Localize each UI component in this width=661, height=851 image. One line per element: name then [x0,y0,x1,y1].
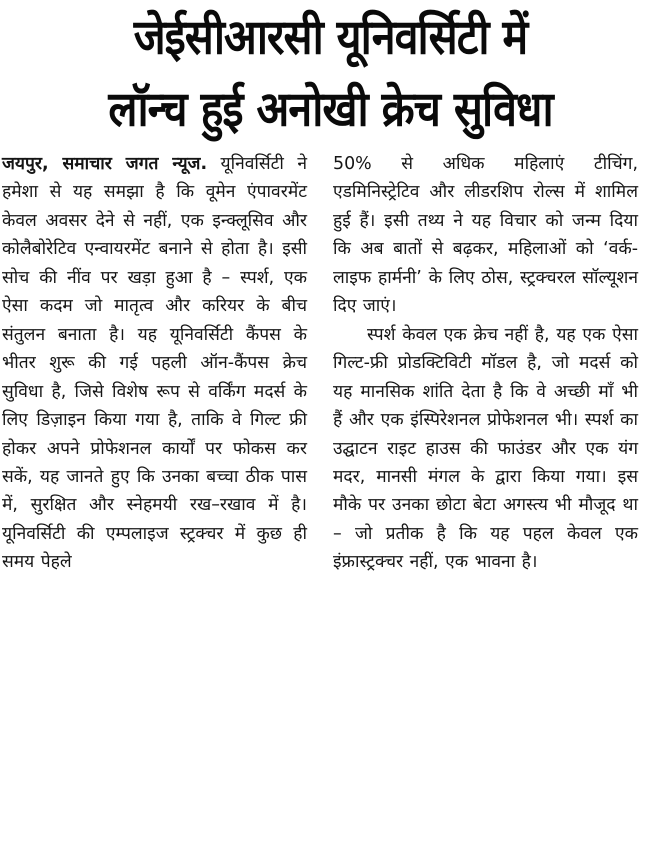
dateline: जयपुर, समाचार जगत न्यूज. [2,154,208,174]
article-columns [2,150,659,577]
column-1-paragraph [2,150,307,577]
column-2-paragraph-2: स्पर्श केवल एक क्रेच नहीं है, यह एक ऐसा गिल्ट-फ्री प्रोडक्टिविटी मॉडल है, जो मदर्स को यह मानसिक शांति देता है कि वे अच्छी माँ भी हैं और एक इंस्पिरेशनल प्रोफेशनल भी। स्पर्श का उद्घाटन राइट हाउस की फाउंडर और एक यंग मदर, मानसी मंगल के द्वारा किया गया। इस मौके पर उनका छोटा बेटा अगस्त्य भी मौजूद था – जो प्रतीक है कि यह पहल केवल एक इंफ्रास्ट्रक्चर नहीं, एक भावना है। [333,324,638,573]
column-left [2,150,307,577]
column-right [333,150,638,577]
column-2-paragraph-1: 50% से अधिक महिलाएं टीचिंग, एडमिनिस्ट्रेटिव और लीडरशिप रोल्स में शामिल हुई हैं। इसी तथ्य ने यह विचार को जन्म दिया कि अब बातों से बढ़कर, महिलाओं को ‘वर्क-लाइफ हार्मनी’ के लिए ठोस, स्ट्रक्चरल सॉल्यूशन दिए जाएं। [333,154,638,317]
headline-line-2: लॉन्च हुई अनोखी क्रेच सुविधा [108,82,553,138]
headline [2,0,659,146]
column-1-body: यूनिवर्सिटी ने हमेशा से यह समझा है कि वूमेन एंपावरमेंट केवल अवसर देने से नहीं, एक इन्क्लूसिव और कोलैबोरेटिव एन्वायरमेंट बनाने से होता है। इसी सोच की नींव पर खड़ा हुआ है – स्पर्श, एक ऐसा कदम जो मातृत्व और करियर के बीच संतुलन बनाता है। यह यूनिवर्सिटी कैंपस के भीतर शुरू की गई पहली ऑन-कैंपस क्रेच सुविधा है, जिसे विशेष रूप से वर्किंग मदर्स के लिए डिज़ाइन किया गया है, ताकि वे गिल्ट फ्री होकर अपने प्रोफेशनल कार्यों पर फोकस कर सकें, यह जानते हुए कि उनका बच्चा ठीक पास में, सुरक्षित और स्नेहमयी रख–रखाव में है। यूनिवर्सिटी की एम्पलाइज स्ट्रक्चर में कुछ ही समय पेहले [2,154,308,573]
headline-line-1: जेईसीआरसी यूनिवर्सिटी में [133,10,528,66]
